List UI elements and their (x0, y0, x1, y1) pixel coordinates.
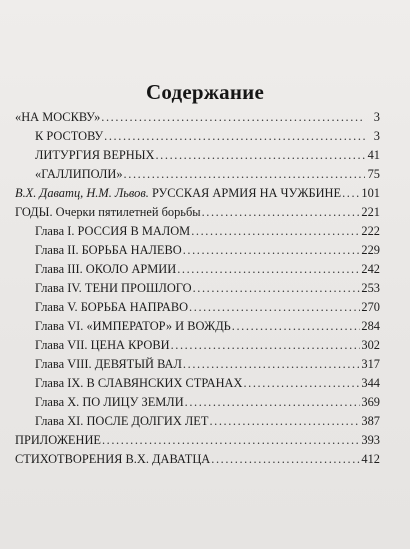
dot-leader (183, 357, 360, 372)
dot-leader (104, 129, 365, 144)
toc-entry-page: 41 (367, 148, 380, 162)
dot-leader (209, 414, 360, 429)
toc-entry-label: «ГАЛЛИПОЛИ» (35, 167, 123, 181)
dot-leader (185, 395, 361, 410)
toc-entry-label: ЛИТУРГИЯ ВЕРНЫХ (35, 148, 155, 162)
toc-entry-page: 317 (361, 357, 380, 371)
dot-leader (243, 376, 360, 391)
dot-leader (183, 243, 361, 258)
dot-leader (101, 110, 365, 125)
toc-entry-page: 369 (361, 395, 380, 409)
toc-entry-label: ПРИЛОЖЕНИЕ (15, 433, 101, 447)
toc-entry-page: 284 (361, 319, 380, 333)
toc-entry-page: 270 (361, 300, 380, 314)
toc-entry-label: Глава VIII. ДЕВЯТЫЙ ВАЛ (35, 357, 182, 371)
page-title: Содержание (146, 80, 264, 104)
toc-entry-page: 387 (361, 414, 380, 428)
toc-entry-label: Глава X. ПО ЛИЦУ ЗЕМЛИ (35, 395, 184, 409)
toc-entry (35, 129, 380, 149)
toc-entry (15, 186, 380, 206)
toc-entry-label: Глава II. БОРЬБА НАЛЕВО (35, 243, 182, 257)
toc-entry-page: 221 (361, 205, 380, 219)
toc-entry-page: 302 (361, 338, 380, 352)
dot-leader (102, 433, 360, 448)
toc-entry (35, 300, 380, 320)
toc-entry-page: 344 (361, 376, 380, 390)
dot-leader (191, 224, 360, 239)
dot-leader (171, 338, 361, 353)
toc-entry-label: «НА МОСКВУ» (15, 110, 101, 124)
toc-entry (35, 338, 380, 358)
toc-entry (15, 205, 380, 225)
toc-entry-page: 101 (361, 186, 380, 200)
toc-entry (35, 224, 380, 244)
toc-entry-title: РУССКАЯ АРМИЯ НА ЧУЖБИНЕ (151, 186, 342, 200)
toc-entry-label: Глава IV. ТЕНИ ПРОШЛОГО (35, 281, 192, 295)
toc-entry (35, 414, 380, 434)
toc-entry (15, 433, 380, 453)
toc-entry-label: К РОСТОВУ (35, 129, 104, 143)
toc-entry-label: СТИХОТВОРЕНИЯ В.Х. ДАВАТЦА (15, 452, 211, 466)
toc-entry-page: 75 (367, 167, 380, 181)
toc-entry (35, 148, 380, 168)
dot-leader (155, 148, 365, 163)
toc-entry (35, 376, 380, 396)
toc-entry (35, 167, 380, 187)
dot-leader (202, 205, 361, 220)
toc-entry (35, 281, 380, 301)
toc-entry-label: Глава XI. ПОСЛЕ ДОЛГИХ ЛЕТ (35, 414, 209, 428)
toc-entry-label: Глава I. РОССИЯ В МАЛОМ (35, 224, 191, 238)
toc-entry-label: Глава III. ОКОЛО АРМИИ (35, 262, 177, 276)
toc-entry (35, 357, 380, 377)
dot-leader (177, 262, 360, 277)
dot-leader (211, 452, 360, 467)
toc-entry-label (15, 186, 341, 201)
toc-entry-page: 229 (361, 243, 380, 257)
dot-leader (232, 319, 361, 334)
toc-entry-page: 253 (361, 281, 380, 295)
toc-entry (35, 262, 380, 282)
toc-entry-page: 222 (361, 224, 380, 238)
toc-entry (35, 319, 380, 339)
dot-leader (193, 281, 361, 296)
toc-entry (35, 243, 380, 263)
toc-entry-label: Глава VI. «ИМПЕРАТОР» И ВОЖДЬ (35, 319, 231, 333)
toc-entry-authors: В.Х. Даватц, Н.М. Львов. (15, 186, 149, 200)
toc-entry-label: Глава IX. В СЛАВЯНСКИХ СТРАНАХ (35, 376, 243, 390)
toc-entry-page: 393 (361, 433, 380, 447)
toc-entry-label: ГОДЫ. Очерки пятилетней борьбы (15, 205, 201, 219)
toc-entry-page: 242 (361, 262, 380, 276)
toc-entry (15, 110, 380, 130)
toc-entry-label: Глава V. БОРЬБА НАПРАВО (35, 300, 189, 314)
toc-entry-label: Глава VII. ЦЕНА КРОВИ (35, 338, 170, 352)
toc-entry (35, 395, 380, 415)
dot-leader (124, 167, 365, 182)
dot-leader (189, 300, 360, 315)
toc-entry-page: 412 (361, 452, 380, 466)
toc-entry-page: 3 (373, 110, 380, 124)
toc-entry-page: 3 (373, 129, 380, 143)
toc-entry (15, 452, 380, 472)
dot-leader (342, 186, 360, 201)
